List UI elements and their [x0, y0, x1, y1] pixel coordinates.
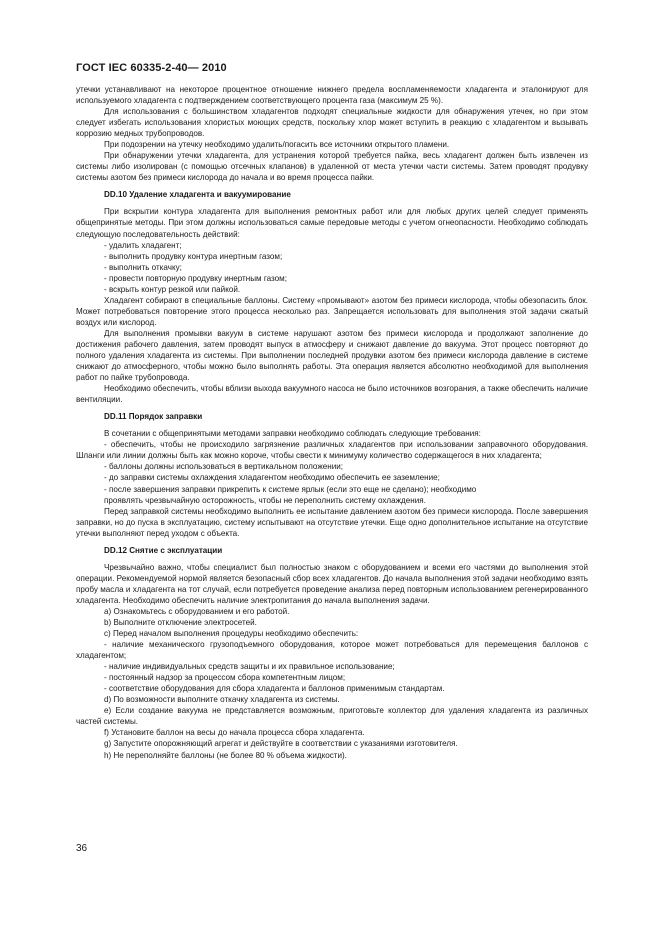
section-heading-dd11: DD.11 Порядок заправки: [104, 412, 203, 422]
list-item: - баллоны должны использоваться в вертикальном положении;: [104, 462, 344, 472]
list-item: - выполнить продувку контура инертным газом;: [104, 251, 283, 261]
paragraph: утечки устанавливают на некоторое процентное отношение нижнего предела воспламеняемости хладагента и эталонируют для используемого хладагента с подтверждением соответствующего процента газа (максимум 25 %).: [76, 85, 588, 106]
list-item: - после завершения заправки прикрепить к системе ярлык (если это еще не сделано); необходимо: [104, 484, 477, 494]
paragraph: Для использования с большинством хладагентов подходят специальные жидкости для обнаружения утечек, но при этом следует избегать использования хлористых моющих средств, поскольку хлор может вступить в реакцию с хладагентом и вызывать коррозию медных трубопроводов.: [76, 107, 588, 139]
section-heading-dd10: DD.10 Удаление хладагента и вакуумирование: [104, 190, 291, 200]
list-item-continuation: проявлять чрезвычайную осторожность, чтобы не переполнить систему охлаждения.: [104, 495, 426, 505]
step-d: d) По возможности выполните откачку хладагента из системы.: [104, 695, 340, 705]
list-item: - наличие индивидуальных средств защиты и их правильное использование;: [104, 662, 395, 672]
list-item: - до заправки системы охлаждения хладагентом необходимо обеспечить ее заземление;: [104, 473, 440, 483]
page-body: [76, 84, 588, 761]
paragraph: Хладагент собирают в специальные баллоны. Систему «промывают» азотом без примеси кислорода, чтобы обезопасить блок. Может потребоваться повторение этого процесса несколько раз. Запрещается использовать для выполнения этой задачи сжатый воздух или кислород.: [76, 295, 588, 327]
list-item: - наличие механического грузоподъемного оборудования, которое может потребоваться для перемещения баллонов с хладагентом;: [76, 640, 588, 661]
step-b: b) Выполните отключение электросетей.: [104, 617, 257, 627]
paragraph: Необходимо обеспечить, чтобы вблизи выхода вакуумного насоса не было источников возгорания, а также обеспечить наличие вентиляции.: [76, 384, 588, 405]
list-item: - удалить хладагент;: [104, 240, 182, 250]
list-item: - соответствие оборудования для сбора хладагента и баллонов применимым стандартам.: [104, 684, 445, 694]
step-a: a) Ознакомьтесь с оборудованием и его работой.: [104, 606, 290, 616]
paragraph: Перед заправкой системы необходимо выполнить ее испытание давлением азотом без примеси кислорода. После завершения заправки, но до пуска в эксплуатацию, систему испытывают на отсутствие утечки. Еще одно дополнительное испытание на отсутствие утечки выполняют перед уходом с объекта.: [76, 506, 588, 538]
list-item: - обеспечить, чтобы не происходило загрязнение различных хладагентов при использовании заправочного оборудования. Шланги или линии должны быть как можно короче, чтобы свести к минимуму количество содержащегося в них хладагента;: [76, 440, 588, 461]
paragraph: При обнаружении утечки хладагента, для устранения которой требуется пайка, весь хладагент должен быть извлечен из системы либо изолирован (с помощью отсечных клапанов) в удаленной от места утечки части системы. Затем проводят продувку системы азотом без примеси кислорода до начала и во время процесса пайки.: [76, 151, 588, 183]
list-item: - провести повторную продувку инертным газом;: [104, 273, 287, 283]
step-h: h) Не переполняйте баллоны (не более 80 % объема жидкости).: [104, 750, 347, 760]
paragraph: В сочетании с общепринятыми методами заправки необходимо соблюдать следующие требования:: [104, 429, 481, 439]
list-item: - вскрыть контур резкой или пайкой.: [104, 284, 241, 294]
step-g: g) Запустите опорожняющий агрегат и действуйте в соответствии с указаниями изготовителя.: [104, 739, 458, 749]
paragraph: Чрезвычайно важно, чтобы специалист был полностью знаком с оборудованием и всеми его частями до выполнения этой операции. Рекомендуемой нормой является безопасный сбор всех хладагентов. До начала выполнения этой задачи необходимо взять пробу масла и хладагента на тот случай, если потребуется проведение анализа перед повторным использованием регенерированного хладагента. Необходимо обеспечить наличие электропитания до начала выполнения задачи.: [76, 562, 588, 605]
list-item: - выполнить откачку;: [104, 262, 182, 272]
step-c: c) Перед началом выполнения процедуры необходимо обеспечить:: [104, 629, 359, 639]
paragraph: При подозрении на утечку необходимо удалить/погасить все источники открытого пламени.: [104, 140, 450, 150]
section-heading-dd12: DD.12 Снятие с эксплуатации: [104, 545, 223, 555]
list-item: - постоянный надзор за процессом сбора компетентным лицом;: [104, 673, 346, 683]
step-f: f) Установите баллон на весы до начала процесса сбора хладагента.: [104, 728, 365, 738]
page-number: 36: [76, 843, 88, 854]
page-header: ГОСТ IEC 60335-2-40— 2010: [76, 62, 227, 74]
paragraph: При вскрытии контура хладагента для выполнения ремонтных работ или для любых других целей следует применять общепринятые методы. При этом должны использоваться самые передовые методы с учетом огнеопасности. Необходимо соблюдать следующую последовательность действий:: [76, 207, 588, 239]
step-e: e) Если создание вакуума не представляется возможным, приготовьте коллектор для удаления хладагента из различных частей системы.: [76, 706, 588, 727]
paragraph: Для выполнения промывки вакуум в системе нарушают азотом без примеси кислорода и продолжают заполнение до достижения рабочего давления, затем проводят выпуск в атмосферу и снижают давление до вакуума. Этот процесс повторяют до полного удаления хладагента из системы. При выполнении последней продувки азотом без примеси кислорода давление в системе снижают до атмосферного, чтобы можно было выполнять работы. Эта операция является абсолютно необходимой для выполнения работ по пайке трубопровода.: [76, 328, 588, 383]
